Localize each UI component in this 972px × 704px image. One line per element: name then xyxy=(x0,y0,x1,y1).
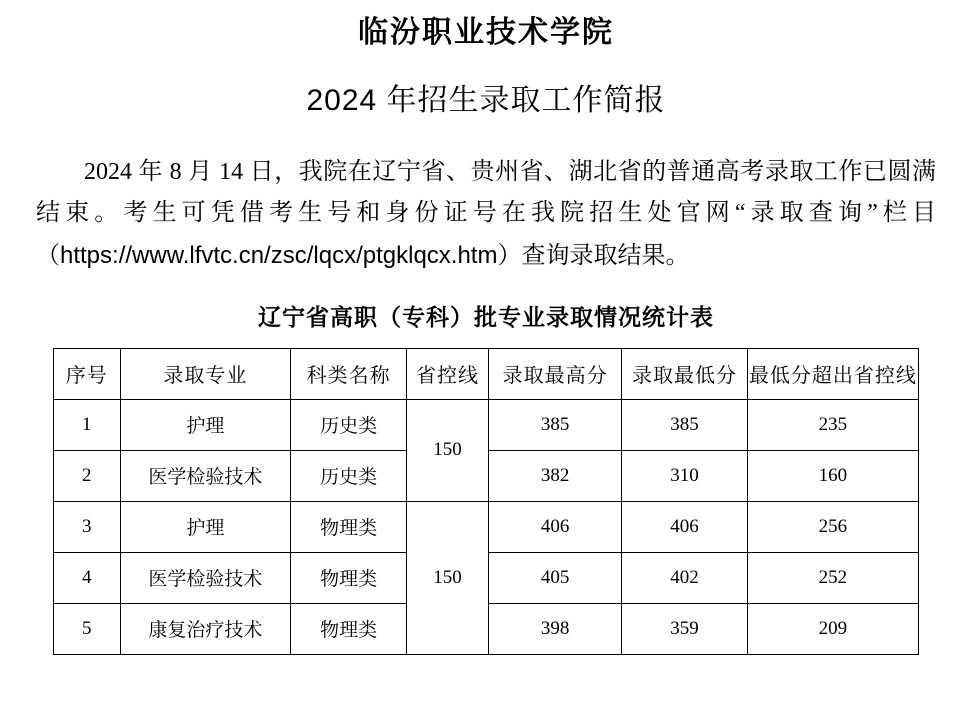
cell-major: 医学检验技术 xyxy=(120,552,291,603)
cell-over-line: 256 xyxy=(747,501,918,552)
cell-highest-score: 406 xyxy=(489,501,622,552)
cell-major: 康复治疗技术 xyxy=(120,603,291,654)
cell-major: 医学检验技术 xyxy=(120,450,291,501)
cell-seq: 2 xyxy=(54,450,121,501)
cell-type: 历史类 xyxy=(291,450,407,501)
column-header-provincial-line: 省控线 xyxy=(406,348,488,399)
cell-highest-score: 385 xyxy=(489,399,622,450)
table-row xyxy=(54,501,919,552)
cell-lowest-score: 310 xyxy=(622,450,748,501)
document-page xyxy=(0,12,972,704)
cell-type: 物理类 xyxy=(291,501,407,552)
table-header xyxy=(54,348,919,399)
cell-major: 护理 xyxy=(120,501,291,552)
column-header-seq: 序号 xyxy=(54,348,121,399)
paragraph-lead-text: 2024 年 8 月 14 日，我院在辽宁省、贵州省、湖北省的普通高考录取工作已圆满结束。考生可凭借考生号和身份证号在我院招生处官网“录取查询”栏目（ xyxy=(36,159,936,269)
cell-over-line: 235 xyxy=(747,399,918,450)
cell-type: 物理类 xyxy=(291,603,407,654)
table-header-row xyxy=(54,348,919,399)
column-header-highest-score: 录取最高分 xyxy=(489,348,622,399)
cell-over-line: 209 xyxy=(747,603,918,654)
paragraph-tail-text: ）查询录取结果。 xyxy=(497,242,690,269)
cell-lowest-score: 402 xyxy=(622,552,748,603)
recruitment-query-url[interactable]: https://www.lfvtc.cn/zsc/lqcx/ptgklqcx.htm xyxy=(60,241,498,269)
cell-type: 历史类 xyxy=(291,399,407,450)
cell-seq: 3 xyxy=(54,501,121,552)
cell-major: 护理 xyxy=(120,399,291,450)
document-title: 2024 年招生录取工作简报 xyxy=(306,84,666,117)
column-header-major: 录取专业 xyxy=(120,348,291,399)
cell-seq: 5 xyxy=(54,603,121,654)
cell-highest-score: 398 xyxy=(489,603,622,654)
table-body xyxy=(54,399,919,654)
cell-provincial-line: 150 xyxy=(406,501,488,654)
column-header-lowest-score: 录取最低分 xyxy=(622,348,748,399)
cell-highest-score: 382 xyxy=(489,450,622,501)
cell-seq: 1 xyxy=(54,399,121,450)
cell-lowest-score: 359 xyxy=(622,603,748,654)
cell-over-line: 252 xyxy=(747,552,918,603)
table-row xyxy=(54,399,919,450)
cell-highest-score: 405 xyxy=(489,552,622,603)
institution-title: 临汾职业技术学院 xyxy=(358,16,614,49)
cell-over-line: 160 xyxy=(747,450,918,501)
intro-paragraph xyxy=(26,152,946,277)
cell-provincial-line: 150 xyxy=(406,399,488,501)
cell-seq: 4 xyxy=(54,552,121,603)
admission-stats-table xyxy=(53,348,919,655)
column-header-over-line: 最低分超出省控线 xyxy=(747,348,918,399)
table-caption: 辽宁省高职（专科）批专业录取情况统计表 xyxy=(258,303,714,330)
cell-lowest-score: 406 xyxy=(622,501,748,552)
column-header-type: 科类名称 xyxy=(291,348,407,399)
cell-lowest-score: 385 xyxy=(622,399,748,450)
cell-type: 物理类 xyxy=(291,552,407,603)
